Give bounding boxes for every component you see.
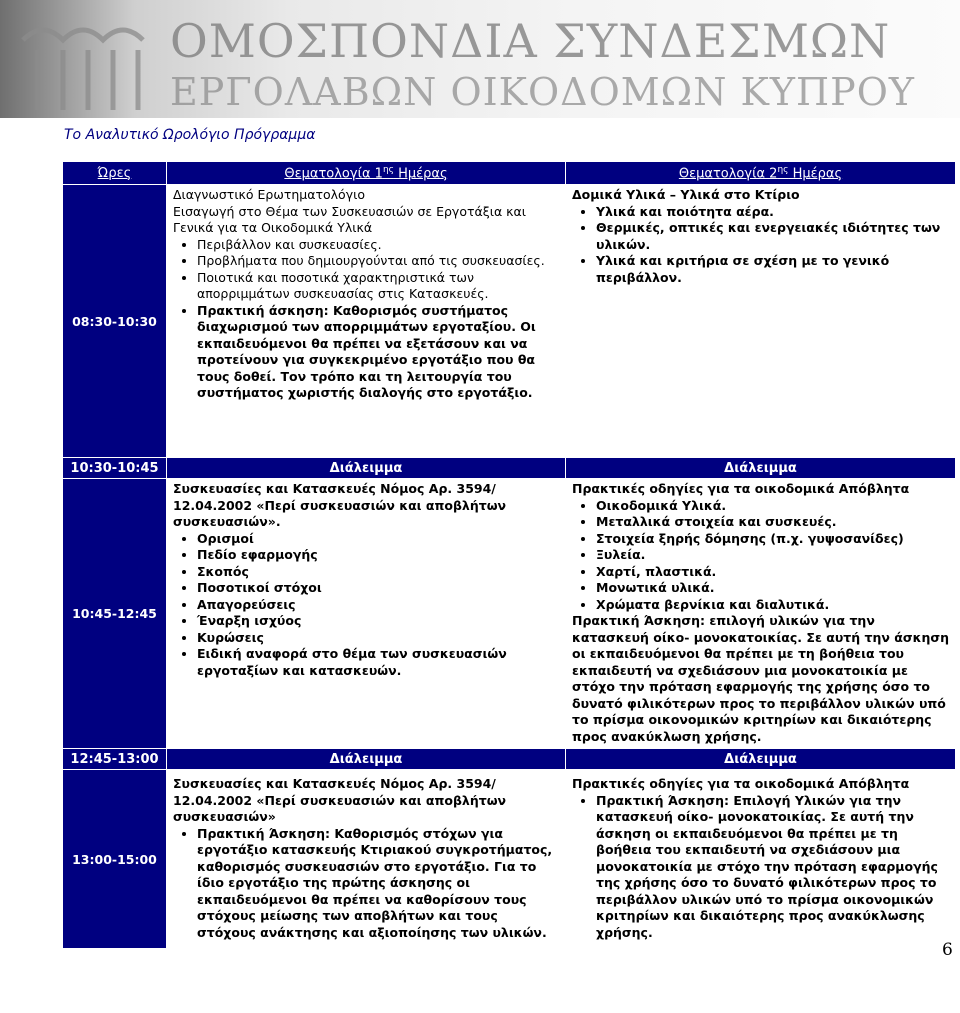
list-item: • Χαρτί, πλαστικά. xyxy=(596,564,949,581)
list-item: • Ποσοτικοί στόχοι xyxy=(197,580,559,597)
list-item: Συσκευασίες και Κατασκευές Νόμος Αρ. 3594/ xyxy=(173,776,496,791)
list-item: Πρακτικές οδηγίες για τα οικοδομικά Απόβλητα xyxy=(572,481,910,496)
break-label: Διάλειμμα xyxy=(167,749,566,770)
list-item: • Κυρώσεις xyxy=(197,630,559,647)
list-item: Εισαγωγή στο Θέμα των Συσκευασιών σε Εργοτάξια και Γενικά για τα Οικοδομικά Υλικά xyxy=(173,203,526,235)
break-label: Διάλειμμα xyxy=(167,458,566,479)
list-item: • Περιβάλλον και συσκευασίες. xyxy=(197,237,559,254)
list-item: Πρακτικές οδηγίες για τα οικοδομικά Απόβλητα xyxy=(572,776,910,791)
header-day2: Θεματολογία $2^{\eta\varsigma}$ Ημέρας xyxy=(566,162,956,185)
slot3-day1-content xyxy=(167,770,566,949)
break-row xyxy=(63,458,956,479)
list-item: • Πεδίο εφαρμογής xyxy=(197,547,559,564)
list-item: Δομικά Υλικά – Υλικά στο Κτίριο xyxy=(572,187,800,202)
list-item: • Μονωτικά υλικά. xyxy=(596,580,949,597)
list-item: • Απαγορεύσεις xyxy=(197,597,559,614)
list-item: • Στοιχεία ξηρής δόμησης (π.χ. γυψοσανίδες) xyxy=(596,531,949,548)
time-slot-3: 13:00-15:00 xyxy=(63,770,167,949)
break-label: Διάλειμμα xyxy=(566,749,956,770)
list-item: • Προβλήματα που δημιουργούνται από τις συσκευασίες. xyxy=(197,253,559,270)
header-hours: Ώρες xyxy=(63,162,167,185)
letterhead-line1: ΟΜΟΣΠΟΝΔΙΑ ΣΥΝΔΕΣΜΩΝ xyxy=(170,14,891,68)
list-item: Διαγνωστικό Ερωτηματολόγιο xyxy=(173,187,365,202)
table-row xyxy=(63,770,956,949)
list-item: • Πρακτική Άσκηση: Καθορισμός στόχων για εργοτάξιο κατασκευής Κτιριακού συγκροτήματος, καθορισμός συσκευασιών στο εργοτάξιο. Για το ίδιο εργοτάξιο της πρώτης άσκησης οι εκπαιδευόμενοι θα πρέπει να καθορίσουν τους στόχους μείωσης των αποβλήτων και τους στόχους ανάκτησης και αξιοποίησης των υλικών. xyxy=(197,826,559,942)
time-break-2: 12:45-13:00 xyxy=(63,749,167,770)
letterhead-line2: ΕΡΓΟΛΑΒΩΝ ΟΙΚΟΔΟΜΩΝ ΚΥΠΡΟΥ xyxy=(170,70,915,114)
list-item: • Υλικά και ποιότητα αέρα. xyxy=(596,204,949,221)
time-slot-1: 08:30-10:30 xyxy=(63,185,167,458)
page-number: 6 xyxy=(942,940,953,960)
table-row xyxy=(63,479,956,749)
list-item: • Πρακτική Άσκηση: Επιλογή Υλικών για την κατασκευή οίκο- μονοκατοικίας. Σε αυτή την άσκηση οι εκπαιδευόμενοι θα πρέπει με τη βοήθεια του εκπαιδευτή να σχεδιάσουν μια μονοκατοικία με στόχο την πρόταση εφαρμογής της χρήσης όσο το δυνατό φιλικότερων προς το περιβάλλον υλικών υπό το πρίσμα οικονομικών κριτηρίων και δικαιότερης προς ανακύκλωσης χρήσης. xyxy=(596,793,949,942)
break-label: Διάλειμμα xyxy=(566,458,956,479)
slot2-day2-content xyxy=(566,479,956,749)
slot3-day2-content xyxy=(566,770,956,949)
schedule-table xyxy=(62,161,956,949)
slot1-day1-content xyxy=(167,185,566,458)
table-header-row xyxy=(63,162,956,185)
list-item: • Έναρξη ισχύος xyxy=(197,613,559,630)
list-item: • Χρώματα βερνίκια και διαλυτικά. xyxy=(596,597,949,614)
list-item: • Ορισμοί xyxy=(197,531,559,548)
table-row xyxy=(63,185,956,458)
list-item: • Υλικά και κριτήρια σε σχέση με το γενικό περιβάλλον. xyxy=(596,253,949,286)
federation-logo-icon xyxy=(8,0,158,118)
slot2-day1-content xyxy=(167,479,566,749)
document-title: Το Αναλυτικό Ωρολόγιο Πρόγραμμα xyxy=(64,127,316,143)
list-item: • Μεταλλικά στοιχεία και συσκευές. xyxy=(596,514,949,531)
list-item: • Ειδική αναφορά στο θέμα των συσκευασιών εργοταξίων και κατασκευών. xyxy=(197,646,559,679)
slot1-day2-content xyxy=(566,185,956,458)
list-item: • Ποιοτικά και ποσοτικά χαρακτηριστικά των απορριμμάτων συσκευασίας στις Κατασκευές. xyxy=(197,270,559,303)
time-slot-2: 10:45-12:45 xyxy=(63,479,167,749)
list-item: 12.04.2002 «Περί συσκευασιών και αποβλήτων συσκευασιών» xyxy=(173,792,507,824)
list-item: • Ξυλεία. xyxy=(596,547,949,564)
time-break-1: 10:30-10:45 xyxy=(63,458,167,479)
list-item: • Σκοπός xyxy=(197,564,559,581)
break-row xyxy=(63,749,956,770)
list-item: • Θερμικές, οπτικές και ενεργειακές ιδιότητες των υλικών. xyxy=(596,220,949,253)
header-day1: Θεματολογία $1^{\eta\varsigma}$ Ημέρας xyxy=(167,162,566,185)
list-item: Πρακτική Άσκηση: επιλογή υλικών για την κατασκευή οίκο- μονοκατοικίας. Σε αυτή την άσκηση οι εκπαιδευόμενοι θα πρέπει με τη βοήθεια του εκπαιδευτή να σχεδιάσουν μια μονοκατοικία με στόχο την πρόταση εφαρμογής της χρήσης όσο το δυνατό φιλικότερων προς το περιβάλλον υλικών υπό το πρίσμα οικονομικών κριτηρίων και δικαιότερης προς ανακύκλωση χρήσης. xyxy=(572,613,949,744)
list-item: Συσκευασίες και Κατασκευές Νόμος Αρ. 3594/ 12.04.2002 «Περί συσκευασιών και αποβλήτων συσκευασιών». xyxy=(173,481,507,529)
federation-letterhead xyxy=(0,0,960,118)
list-item: • Οικοδομικά Υλικά. xyxy=(596,498,949,515)
list-item: • Πρακτική άσκηση: Καθορισμός συστήματος διαχωρισμού των απορριμμάτων εργοταξίου. Οι εκπαιδευόμενοι θα πρέπει να εξετάσουν και να προτείνουν για συγκεκριμένο εργοτάξιο που θα τους δοθεί. Τον τρόπο και τη λειτουργία του συστήματος χωριστής διαλογής στο εργοτάξιο. xyxy=(197,303,559,402)
